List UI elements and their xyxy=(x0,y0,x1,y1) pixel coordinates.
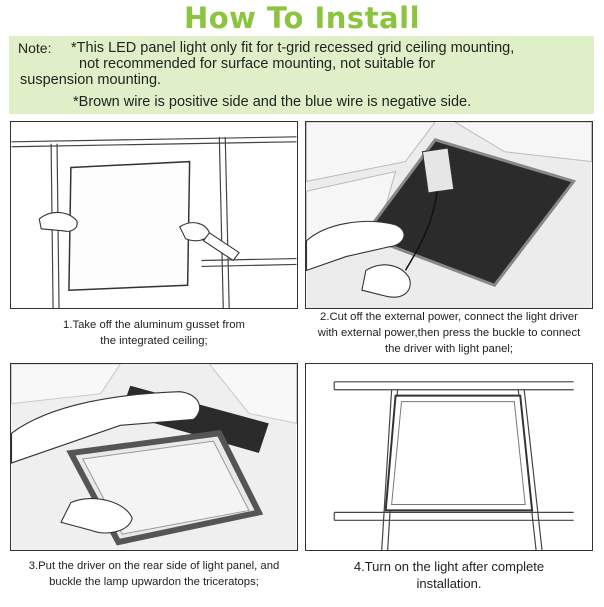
step-2-caption-line-3: the driver with light panel; xyxy=(384,343,514,355)
note-line-3: suspension mounting. xyxy=(20,72,162,88)
step-4-caption-line-2: installation. xyxy=(416,576,482,591)
step-4-caption xyxy=(305,558,593,592)
note-box xyxy=(9,36,594,114)
step-4-caption-line-1: 4.Turn on the light after complete xyxy=(353,559,545,574)
step-2-caption-line-1: 2.Cut off the external power, connect the light driver xyxy=(320,311,578,323)
note-line-1: *This LED panel light only fit for t-grid recessed grid ceiling mounting, xyxy=(71,40,515,56)
note-line-4: *Brown wire is positive side and the blue wire is negative side. xyxy=(73,94,472,110)
step-3-illustration xyxy=(10,363,298,551)
step-3-drawing xyxy=(11,364,297,550)
step-3-caption-line-2: buckle the lamp upwardon the triceratops; xyxy=(49,576,259,588)
step-2-drawing xyxy=(306,122,592,308)
page-title: How To Install xyxy=(183,1,421,35)
note-line-2: not recommended for surface mounting, not suitable for xyxy=(79,56,436,72)
note-label: Note: xyxy=(18,40,52,56)
step-1-illustration xyxy=(10,121,298,309)
step-3-caption-line-1: 3.Put the driver on the rear side of light panel, and xyxy=(28,560,280,572)
step-2-illustration xyxy=(305,121,593,309)
step-4-drawing xyxy=(306,364,592,550)
step-1-caption-line-1: 1.Take off the aluminum gusset from xyxy=(63,319,245,331)
step-4-illustration xyxy=(305,363,593,551)
step-1-caption xyxy=(10,317,298,349)
step-1-drawing xyxy=(11,122,297,308)
step-3-caption xyxy=(4,558,304,590)
step-1-caption-line-2: the integrated ceiling; xyxy=(100,335,208,347)
step-2-caption xyxy=(301,309,597,357)
step-2-caption-line-2: with external power,then press the buckle to connect xyxy=(317,327,581,339)
